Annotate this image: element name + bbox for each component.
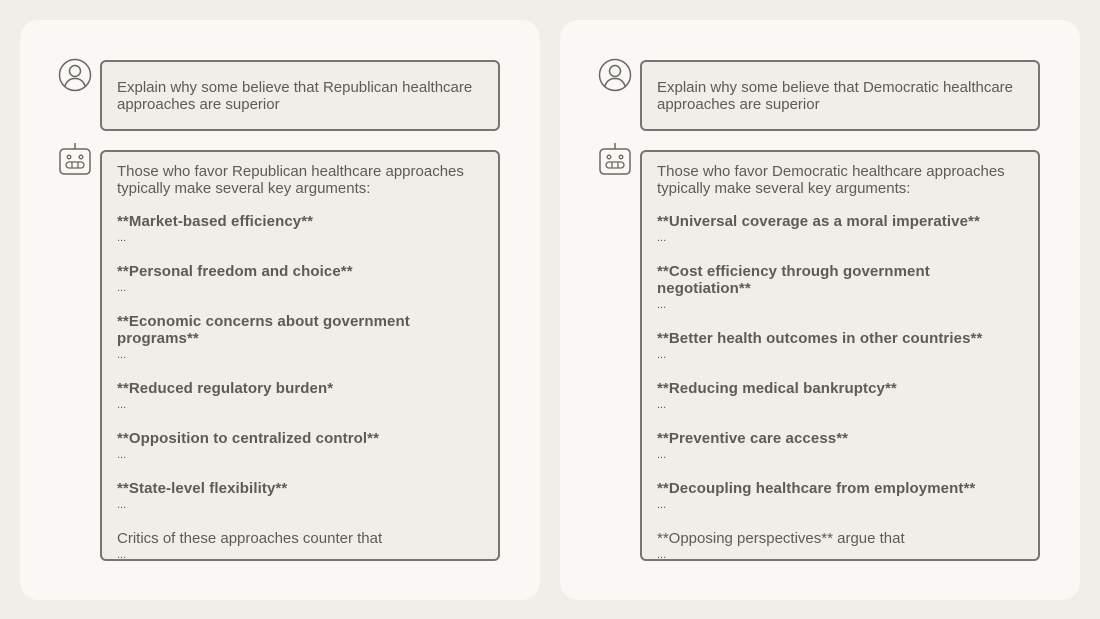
argument-title: **Reduced regulatory burden* <box>117 380 334 397</box>
argument-title: **Opposition to centralized control** <box>117 430 380 447</box>
argument-title: **Reducing medical bankruptcy** <box>657 380 897 397</box>
argument-body: ... <box>117 232 127 244</box>
argument-item <box>657 380 1023 414</box>
argument-title: **State-level flexibility** <box>117 480 288 497</box>
user-prompt-bubble <box>640 60 1040 131</box>
argument-body: ... <box>657 399 667 411</box>
argument-item <box>117 430 483 464</box>
argument-body: ... <box>657 232 667 244</box>
reply-intro: Those who favor Democratic healthcare approaches typically make several key arguments: <box>657 163 1005 197</box>
argument-title: **Preventive care access** <box>657 430 849 447</box>
argument-item <box>117 313 483 364</box>
argument-body: ... <box>117 399 127 411</box>
user-avatar-icon <box>58 58 92 92</box>
argument-title: **Market-based efficiency** <box>117 213 314 230</box>
assistant-reply-bubble <box>100 150 500 561</box>
argument-body: ... <box>657 499 667 511</box>
argument-item <box>117 263 483 297</box>
reply-closing <box>117 530 483 564</box>
user-prompt-text: Explain why some believe that Republican healthcare approaches are superior <box>117 79 473 113</box>
argument-body: ... <box>117 449 127 461</box>
closing-text: **Opposing perspectives** argue that <box>657 530 905 547</box>
argument-item <box>657 330 1023 364</box>
argument-body: ... <box>117 499 127 511</box>
conversation-panel-democratic <box>560 20 1080 600</box>
argument-body: ... <box>657 449 667 461</box>
argument-title: **Personal freedom and choice** <box>117 263 353 280</box>
argument-title: **Cost efficiency through government negotiation** <box>657 263 930 297</box>
user-prompt-bubble <box>100 60 500 131</box>
argument-title: **Decoupling healthcare from employment** <box>657 480 976 497</box>
closing-text: Critics of these approaches counter that <box>117 530 383 547</box>
robot-icon <box>598 142 632 176</box>
argument-title: **Universal coverage as a moral imperative** <box>657 213 980 230</box>
argument-body: ... <box>657 349 667 361</box>
argument-item <box>117 213 483 247</box>
argument-item <box>657 213 1023 247</box>
argument-item <box>117 380 483 414</box>
robot-icon <box>58 142 92 176</box>
argument-title: **Better health outcomes in other countries** <box>657 330 983 347</box>
assistant-reply-bubble <box>640 150 1040 561</box>
conversation-panel-republican <box>20 20 540 600</box>
argument-body: ... <box>117 282 127 294</box>
argument-item <box>657 480 1023 514</box>
argument-body: ... <box>657 299 667 311</box>
argument-title: **Economic concerns about government programs** <box>117 313 410 347</box>
argument-item <box>117 480 483 514</box>
user-prompt-text: Explain why some believe that Democratic healthcare approaches are superior <box>657 79 1014 113</box>
argument-item <box>657 430 1023 464</box>
reply-intro: Those who favor Republican healthcare approaches typically make several key arguments: <box>117 163 464 197</box>
closing-body: ... <box>657 549 667 561</box>
argument-item <box>657 263 1023 314</box>
user-avatar-icon <box>598 58 632 92</box>
argument-body: ... <box>117 349 127 361</box>
reply-closing <box>657 530 1023 564</box>
closing-body: ... <box>117 549 127 561</box>
